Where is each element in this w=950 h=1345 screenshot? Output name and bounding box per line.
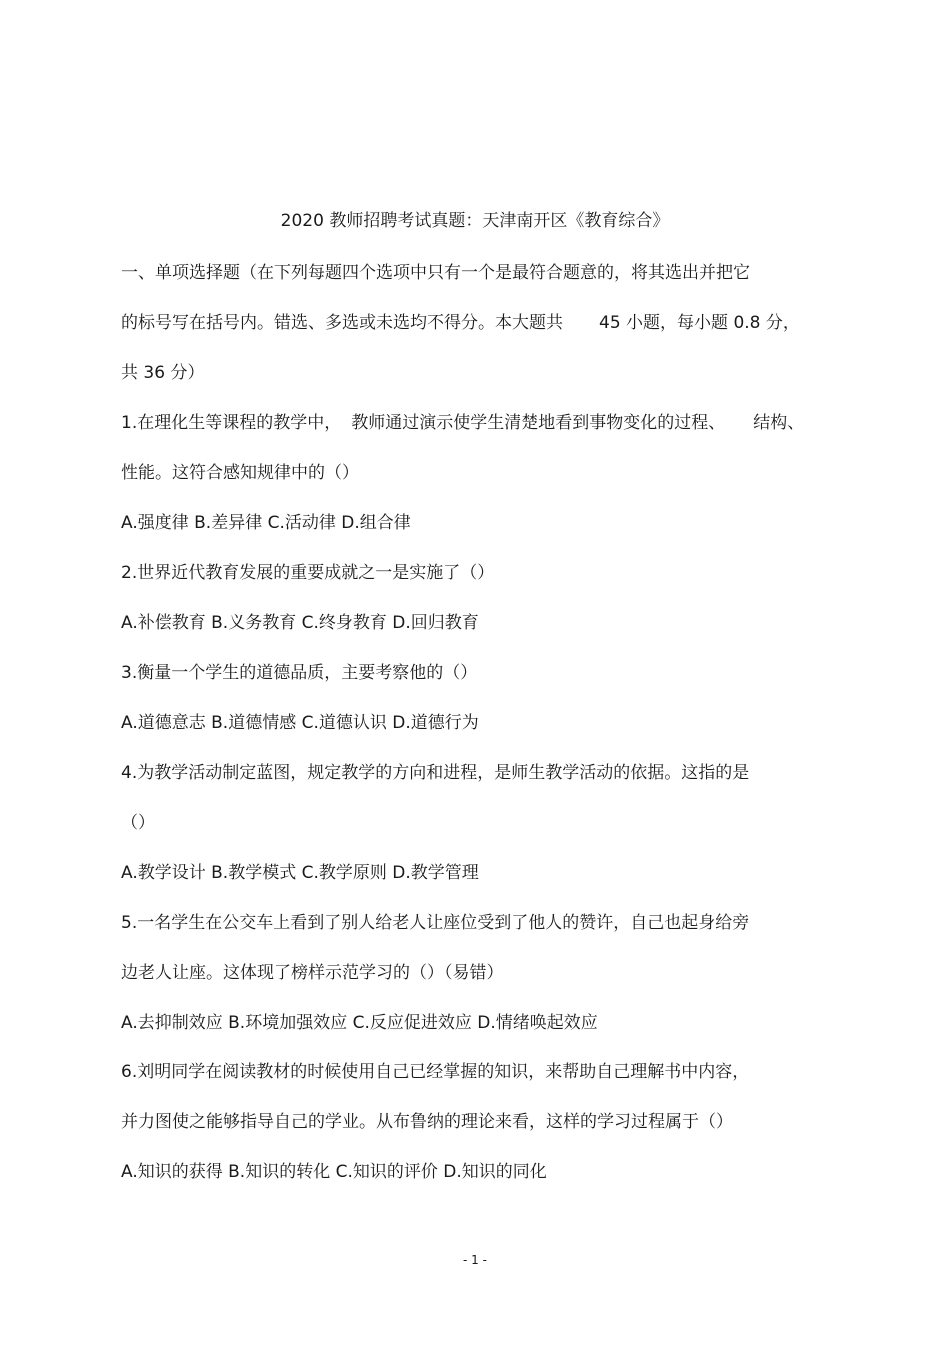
question-1-stem-a: 1.在理化生等课程的教学中， [121, 413, 342, 433]
question-2-stem: 2.世界近代教育发展的重要成就之一是实施了（） [121, 563, 495, 583]
question-6-stem-line-2: 并力图使之能够指导自己的学业。从布鲁纳的理论来看，这样的学习过程属于（） [121, 1112, 733, 1132]
section-heading-line-2a: 的标号写在括号内。错选、多选或未选均不得分。本大题共 [121, 313, 563, 333]
question-5-stem-line-2: 边老人让座。这体现了榜样示范学习的（）（易错） [121, 963, 504, 983]
question-4-stem: 4.为教学活动制定蓝图，规定教学的方向和进程，是师生教学活动的依据。这指的是 [121, 763, 750, 783]
section-heading-line-2b: 45 小题，每小题 0.8 分， [599, 313, 800, 333]
question-1-stem [121, 412, 804, 434]
section-heading-line-3: 共 36 分） [121, 363, 205, 383]
page-number: - 1 - [463, 1253, 487, 1267]
section-heading-line-2 [121, 312, 800, 334]
question-1-options: A.强度律 B.差异律 C.活动律 D.组合律 [121, 513, 411, 533]
question-1-stem-c: 结构、 [753, 413, 805, 433]
question-3-stem: 3.衡量一个学生的道德品质，主要考察他的（） [121, 663, 478, 683]
question-6-stem: 6.刘明同学在阅读教材的时候使用自己已经掌握的知识，来帮助自己理解书中内容， [121, 1062, 750, 1082]
question-1-stem-b: 教师通过演示使学生清楚地看到事物变化的过程、 [351, 413, 726, 433]
question-5-options: A.去抑制效应 B.环境加强效应 C.反应促进效应 D.情绪唤起效应 [121, 1013, 598, 1033]
question-3-options: A.道德意志 B.道德情感 C.道德认识 D.道德行为 [121, 713, 479, 733]
question-2-options: A.补偿教育 B.义务教育 C.终身教育 D.回归教育 [121, 613, 479, 633]
question-1-stem-line-2: 性能。这符合感知规律中的（） [121, 463, 359, 483]
question-5-stem: 5.一名学生在公交车上看到了别人给老人让座位受到了他人的赞许，自己也起身给旁 [121, 913, 750, 933]
document-title: 2020 教师招聘考试真题：天津南开区《教育综合》 [280, 211, 670, 231]
question-4-stem-line-2: （） [121, 813, 155, 833]
question-6-options: A.知识的获得 B.知识的转化 C.知识的评价 D.知识的同化 [121, 1162, 547, 1182]
question-4-options: A.教学设计 B.教学模式 C.教学原则 D.教学管理 [121, 863, 479, 883]
section-heading-line-1: 一、单项选择题（在下列每题四个选项中只有一个是最符合题意的，将其选出并把它 [121, 263, 750, 283]
